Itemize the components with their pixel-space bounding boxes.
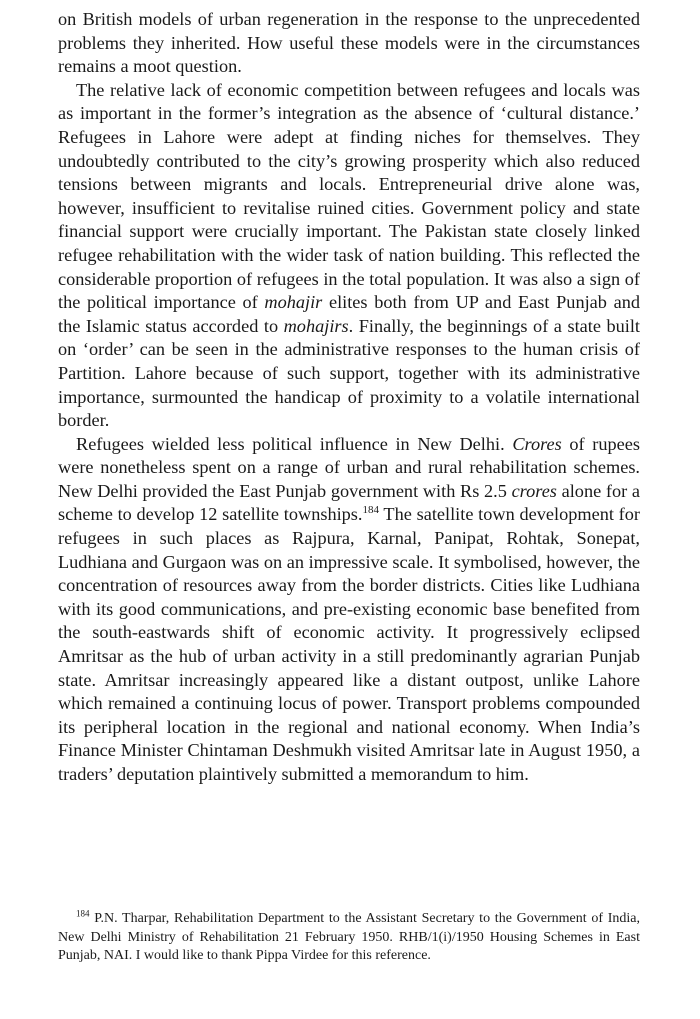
term-crores: crores <box>511 480 557 501</box>
paragraph-3-text-c: of rupees were nonetheless spent on a range of urban and rural rehabilitation schemes. New Delhi provided the East Punjab government with Rs 2.5 <box>58 433 640 501</box>
paragraph-1 <box>58 8 640 79</box>
footnote-number: 184 <box>76 908 90 919</box>
footnote-reference[interactable]: 184 <box>362 504 379 517</box>
term-crores-capital: Crores <box>512 433 562 454</box>
footnote-text: P.N. Tharpar, Rehabilitation Department to the Assistant Secretary to the Government of India, New Delhi Ministry of Rehabilitation 21 February 1950. RHB/1(i)/1950 Housing Schemes in East Punjab, NAI. I would like to thank Pippa Virdee for this reference. <box>58 911 640 963</box>
main-text <box>58 8 640 787</box>
term-mohajirs: mohajirs <box>283 315 349 336</box>
paragraph-3 <box>58 433 640 787</box>
paragraph-3-text-e: alone for a scheme to develop 12 satellite townships. <box>58 480 641 525</box>
paragraph-2 <box>58 79 640 433</box>
paragraph-2-text-a: The relative lack of economic competition between refugees and locals was as important in the former’s integration as the absence of ‘cultural distance.’ Refugees in Lahore were adept at finding niches for themselves. They undoubtedly contributed to the city’s growing prosperity which also reduced tensions between migrants and locals. Entrepreneurial drive alone was, however, insufficient to revitalise ruined cities. Government policy and state financial support were crucially important. The Pakistan state closely linked refugee rehabilitation with the wider task of nation building. This reflected the considerable proportion of refugees in the total population. It was also a sign of the political importance of <box>58 79 640 313</box>
term-mohajir: mohajir <box>264 292 323 313</box>
paragraph-3-text-f: The satellite town development for refugees in such places as Rajpura, Karnal, Panipat, Rohtak, Sonepat, Ludhiana and Gurgaon was on an impressive scale. It symbolised, however, the concentration of resources away from the border districts. Cities like Ludhiana with its good communications, and pre-existing economic base benefited from the south-eastwards shift of economic activity. It progressively eclipsed Amritsar as the hub of urban activity in a still predominantly agrarian Punjab state. Amritsar increasingly appeared like a distant outpost, unlike Lahore which remained a continuing locus of power. Transport problems compounded its peripheral location in the regional and national economy. When India’s Finance Minister Chintaman Deshmukh visited Amritsar late in August 1950, a traders’ deputation plaintively submitted a memorandum to him. <box>58 504 640 784</box>
paragraph-2-text-e: . Finally, the beginnings of a state built on ‘order’ can be seen in the administrative responses to the human crisis of Partition. Lahore because of such support, together with its administrative importance, surmounted the handicap of proximity to a volatile international border. <box>58 315 640 431</box>
footnote <box>58 910 640 966</box>
paragraph-2-text-c: elites both from UP and East Punjab and the Islamic status accorded to <box>58 292 640 336</box>
paragraph-3-text-a: Refugees wielded less political influence in New Delhi. <box>76 433 513 454</box>
paragraph-1-text: on British models of urban regeneration in the response to the unprecedented problems they inherited. How useful these models were in the circumstances remains a moot question. <box>58 9 640 77</box>
